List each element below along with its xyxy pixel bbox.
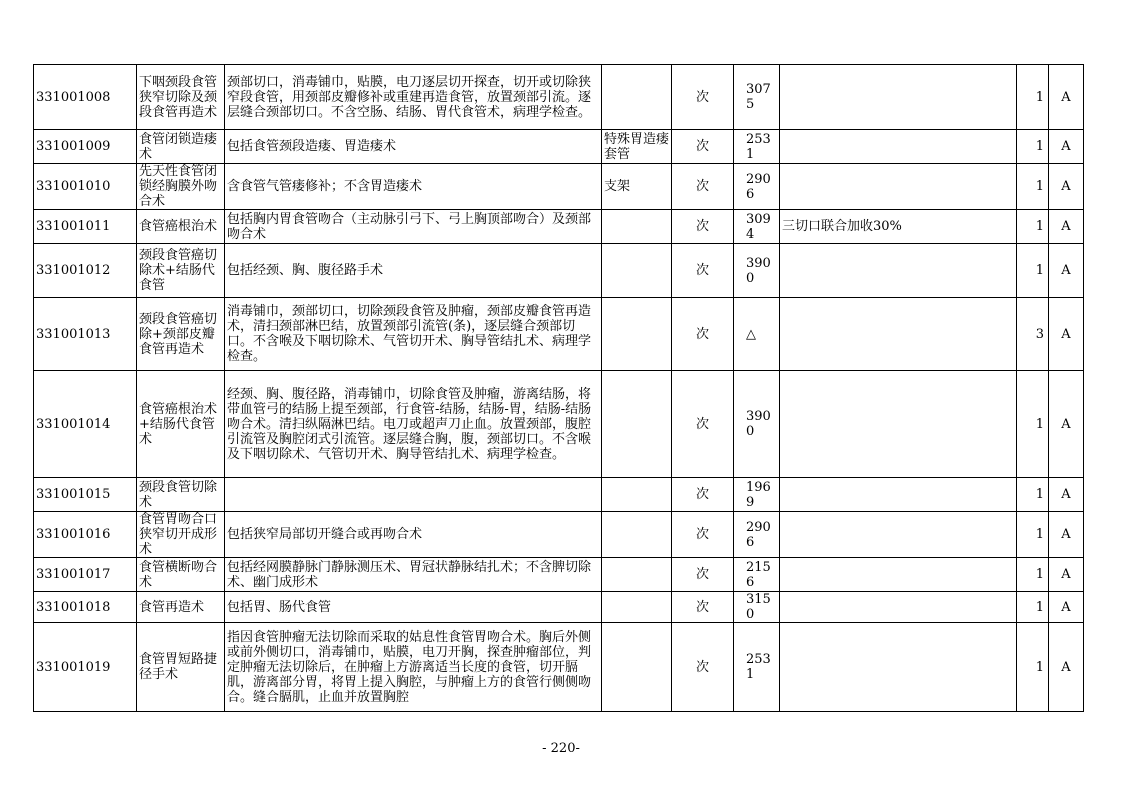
item-content-cell: 包括经颈、胸、腹径路手术 <box>225 244 602 298</box>
table-row <box>34 130 1084 164</box>
item-price-cell: 3900 <box>734 244 780 298</box>
item-code-cell: 331001018 <box>34 592 137 623</box>
item-content-cell: 含食管气管瘘修补；不含胃造瘘术 <box>225 164 602 210</box>
item-note-cell <box>780 130 1017 164</box>
item-note-cell: 三切口联合加收30% <box>780 210 1017 244</box>
item-excluded-cell <box>602 623 672 712</box>
item-unit-cell: 次 <box>672 592 734 623</box>
item-unit-cell: 次 <box>672 65 734 130</box>
item-class-cell: A <box>1049 592 1084 623</box>
item-content-cell: 包括胃、肠代食管 <box>225 592 602 623</box>
item-class-cell: A <box>1049 558 1084 592</box>
item-content-cell: 包括食管颈段造瘘、胃造瘘术 <box>225 130 602 164</box>
item-note-cell <box>780 623 1017 712</box>
item-class-cell: A <box>1049 210 1084 244</box>
item-category-cell: 1 <box>1017 244 1049 298</box>
table-row <box>34 164 1084 210</box>
item-class-cell: A <box>1049 512 1084 558</box>
item-content-cell: 指因食管肿瘤无法切除而采取的姑息性食管胃吻合术。胸后外侧或前外侧切口，消毒铺巾，贴膜，电刀开胸，探查肿瘤部位，判定肿瘤无法切除后，在肿瘤上方游离适当长度的食管，切开膈肌，游离部分胃，将胃上提入胸腔，与肿瘤上方的食管行侧侧吻合。缝合膈肌，止血并放置胸腔 <box>225 623 602 712</box>
table-row <box>34 558 1084 592</box>
item-category-cell: 1 <box>1017 592 1049 623</box>
item-code-cell: 331001009 <box>34 130 137 164</box>
table-row <box>34 298 1084 371</box>
item-excluded-cell <box>602 210 672 244</box>
item-class-cell: A <box>1049 164 1084 210</box>
item-category-cell: 1 <box>1017 512 1049 558</box>
item-category-cell: 3 <box>1017 298 1049 371</box>
table-row <box>34 478 1084 512</box>
item-code-cell: 331001017 <box>34 558 137 592</box>
item-excluded-cell <box>602 244 672 298</box>
item-name-cell: 先天性食管闭锁经胸膜外吻合术 <box>137 164 225 210</box>
item-name-cell: 食管闭锁造瘘术 <box>137 130 225 164</box>
item-unit-cell: 次 <box>672 130 734 164</box>
item-code-cell: 331001015 <box>34 478 137 512</box>
item-excluded-cell <box>602 592 672 623</box>
item-class-cell: A <box>1049 65 1084 130</box>
item-category-cell: 1 <box>1017 558 1049 592</box>
item-content-cell: 包括狭窄局部切开缝合或再吻合术 <box>225 512 602 558</box>
item-price-cell: 3075 <box>734 65 780 130</box>
item-excluded-cell: 特殊胃造瘘套管 <box>602 130 672 164</box>
item-note-cell <box>780 298 1017 371</box>
item-category-cell: 1 <box>1017 623 1049 712</box>
item-price-cell: 1969 <box>734 478 780 512</box>
item-unit-cell: 次 <box>672 478 734 512</box>
item-code-cell: 331001013 <box>34 298 137 371</box>
item-note-cell <box>780 558 1017 592</box>
item-price-cell: 2156 <box>734 558 780 592</box>
item-code-cell: 331001016 <box>34 512 137 558</box>
item-excluded-cell <box>602 478 672 512</box>
page-number: - 220- <box>542 741 580 756</box>
item-name-cell: 食管胃吻合口狭窄切开成形术 <box>137 512 225 558</box>
item-name-cell: 食管横断吻合术 <box>137 558 225 592</box>
item-name-cell: 食管癌根治术+结肠代食管术 <box>137 371 225 478</box>
item-excluded-cell <box>602 298 672 371</box>
item-class-cell: A <box>1049 371 1084 478</box>
item-unit-cell: 次 <box>672 371 734 478</box>
item-note-cell <box>780 592 1017 623</box>
item-content-cell <box>225 478 602 512</box>
item-class-cell: A <box>1049 298 1084 371</box>
item-price-cell: 2531 <box>734 623 780 712</box>
item-unit-cell: 次 <box>672 623 734 712</box>
item-category-cell: 1 <box>1017 210 1049 244</box>
item-price-cell: 2906 <box>734 164 780 210</box>
item-excluded-cell <box>602 558 672 592</box>
item-category-cell: 1 <box>1017 164 1049 210</box>
item-code-cell: 331001014 <box>34 371 137 478</box>
item-content-cell: 经颈、胸、腹径路，消毒铺巾，切除食管及肿瘤，游离结肠，将带血管弓的结肠上提至颈部，行食管-结肠，结肠-胃，结肠-结肠吻合术。清扫纵隔淋巴结。电刀或超声刀止血。放置颈部，腹腔引流管及胸腔闭式引流管。逐层缝合胸，腹，颈部切口。不含喉及下咽切除术、气管切开术、胸导管结扎术、病理学检查。 <box>225 371 602 478</box>
item-unit-cell: 次 <box>672 210 734 244</box>
item-name-cell: 颈段食管癌切除+颈部皮瓣食管再造术 <box>137 298 225 371</box>
item-name-cell: 下咽颈段食管狭窄切除及颈段食管再造术 <box>137 65 225 130</box>
table-row <box>34 244 1084 298</box>
item-excluded-cell <box>602 65 672 130</box>
item-note-cell <box>780 244 1017 298</box>
item-excluded-cell: 支架 <box>602 164 672 210</box>
item-category-cell: 1 <box>1017 65 1049 130</box>
item-unit-cell: 次 <box>672 298 734 371</box>
item-name-cell: 颈段食管切除术 <box>137 478 225 512</box>
item-code-cell: 331001010 <box>34 164 137 210</box>
item-name-cell: 颈段食管癌切除术+结肠代食管 <box>137 244 225 298</box>
item-code-cell: 331001019 <box>34 623 137 712</box>
item-code-cell: 331001011 <box>34 210 137 244</box>
item-class-cell: A <box>1049 623 1084 712</box>
table-row <box>34 371 1084 478</box>
item-price-cell: 2906 <box>734 512 780 558</box>
table-body <box>34 65 1084 712</box>
item-price-cell: 3150 <box>734 592 780 623</box>
item-price-cell: △ <box>734 298 780 371</box>
item-code-cell: 331001012 <box>34 244 137 298</box>
item-code-cell: 331001008 <box>34 65 137 130</box>
table-row <box>34 623 1084 712</box>
item-content-cell: 包括胸内胃食管吻合（主动脉引弓下、弓上胸顶部吻合）及颈部吻合术 <box>225 210 602 244</box>
item-class-cell: A <box>1049 478 1084 512</box>
item-unit-cell: 次 <box>672 558 734 592</box>
item-price-cell: 3094 <box>734 210 780 244</box>
item-unit-cell: 次 <box>672 244 734 298</box>
item-name-cell: 食管癌根治术 <box>137 210 225 244</box>
item-note-cell <box>780 65 1017 130</box>
table-row <box>34 65 1084 130</box>
item-name-cell: 食管再造术 <box>137 592 225 623</box>
table-row <box>34 512 1084 558</box>
item-excluded-cell <box>602 371 672 478</box>
item-note-cell <box>780 371 1017 478</box>
item-category-cell: 1 <box>1017 371 1049 478</box>
item-category-cell: 1 <box>1017 478 1049 512</box>
item-unit-cell: 次 <box>672 512 734 558</box>
item-note-cell <box>780 164 1017 210</box>
item-content-cell: 颈部切口，消毒铺巾，贴膜，电刀逐层切开探查，切开或切除狭窄段食管，用颈部皮瓣修补或重建再造食管，放置颈部引流。逐层缝合颈部切口。不含空肠、结肠、胃代食管术，病理学检查。 <box>225 65 602 130</box>
item-price-cell: 2531 <box>734 130 780 164</box>
item-class-cell: A <box>1049 130 1084 164</box>
item-unit-cell: 次 <box>672 164 734 210</box>
price-table <box>33 64 1084 712</box>
item-class-cell: A <box>1049 244 1084 298</box>
item-excluded-cell <box>602 512 672 558</box>
item-content-cell: 包括经网膜静脉门静脉测压术、胃冠状静脉结扎术；不含脾切除术、幽门成形术 <box>225 558 602 592</box>
table-row <box>34 210 1084 244</box>
item-name-cell: 食管胃短路捷径手术 <box>137 623 225 712</box>
item-note-cell <box>780 512 1017 558</box>
item-content-cell: 消毒铺巾，颈部切口，切除颈段食管及肿瘤，颈部皮瓣食管再造术，清扫颈部淋巴结，放置颈部引流管(条)，逐层缝合颈部切口。不含喉及下咽切除术、气管切开术、胸导管结扎术、病理学检查。 <box>225 298 602 371</box>
table-row <box>34 592 1084 623</box>
item-price-cell: 3900 <box>734 371 780 478</box>
item-category-cell: 1 <box>1017 130 1049 164</box>
item-note-cell <box>780 478 1017 512</box>
